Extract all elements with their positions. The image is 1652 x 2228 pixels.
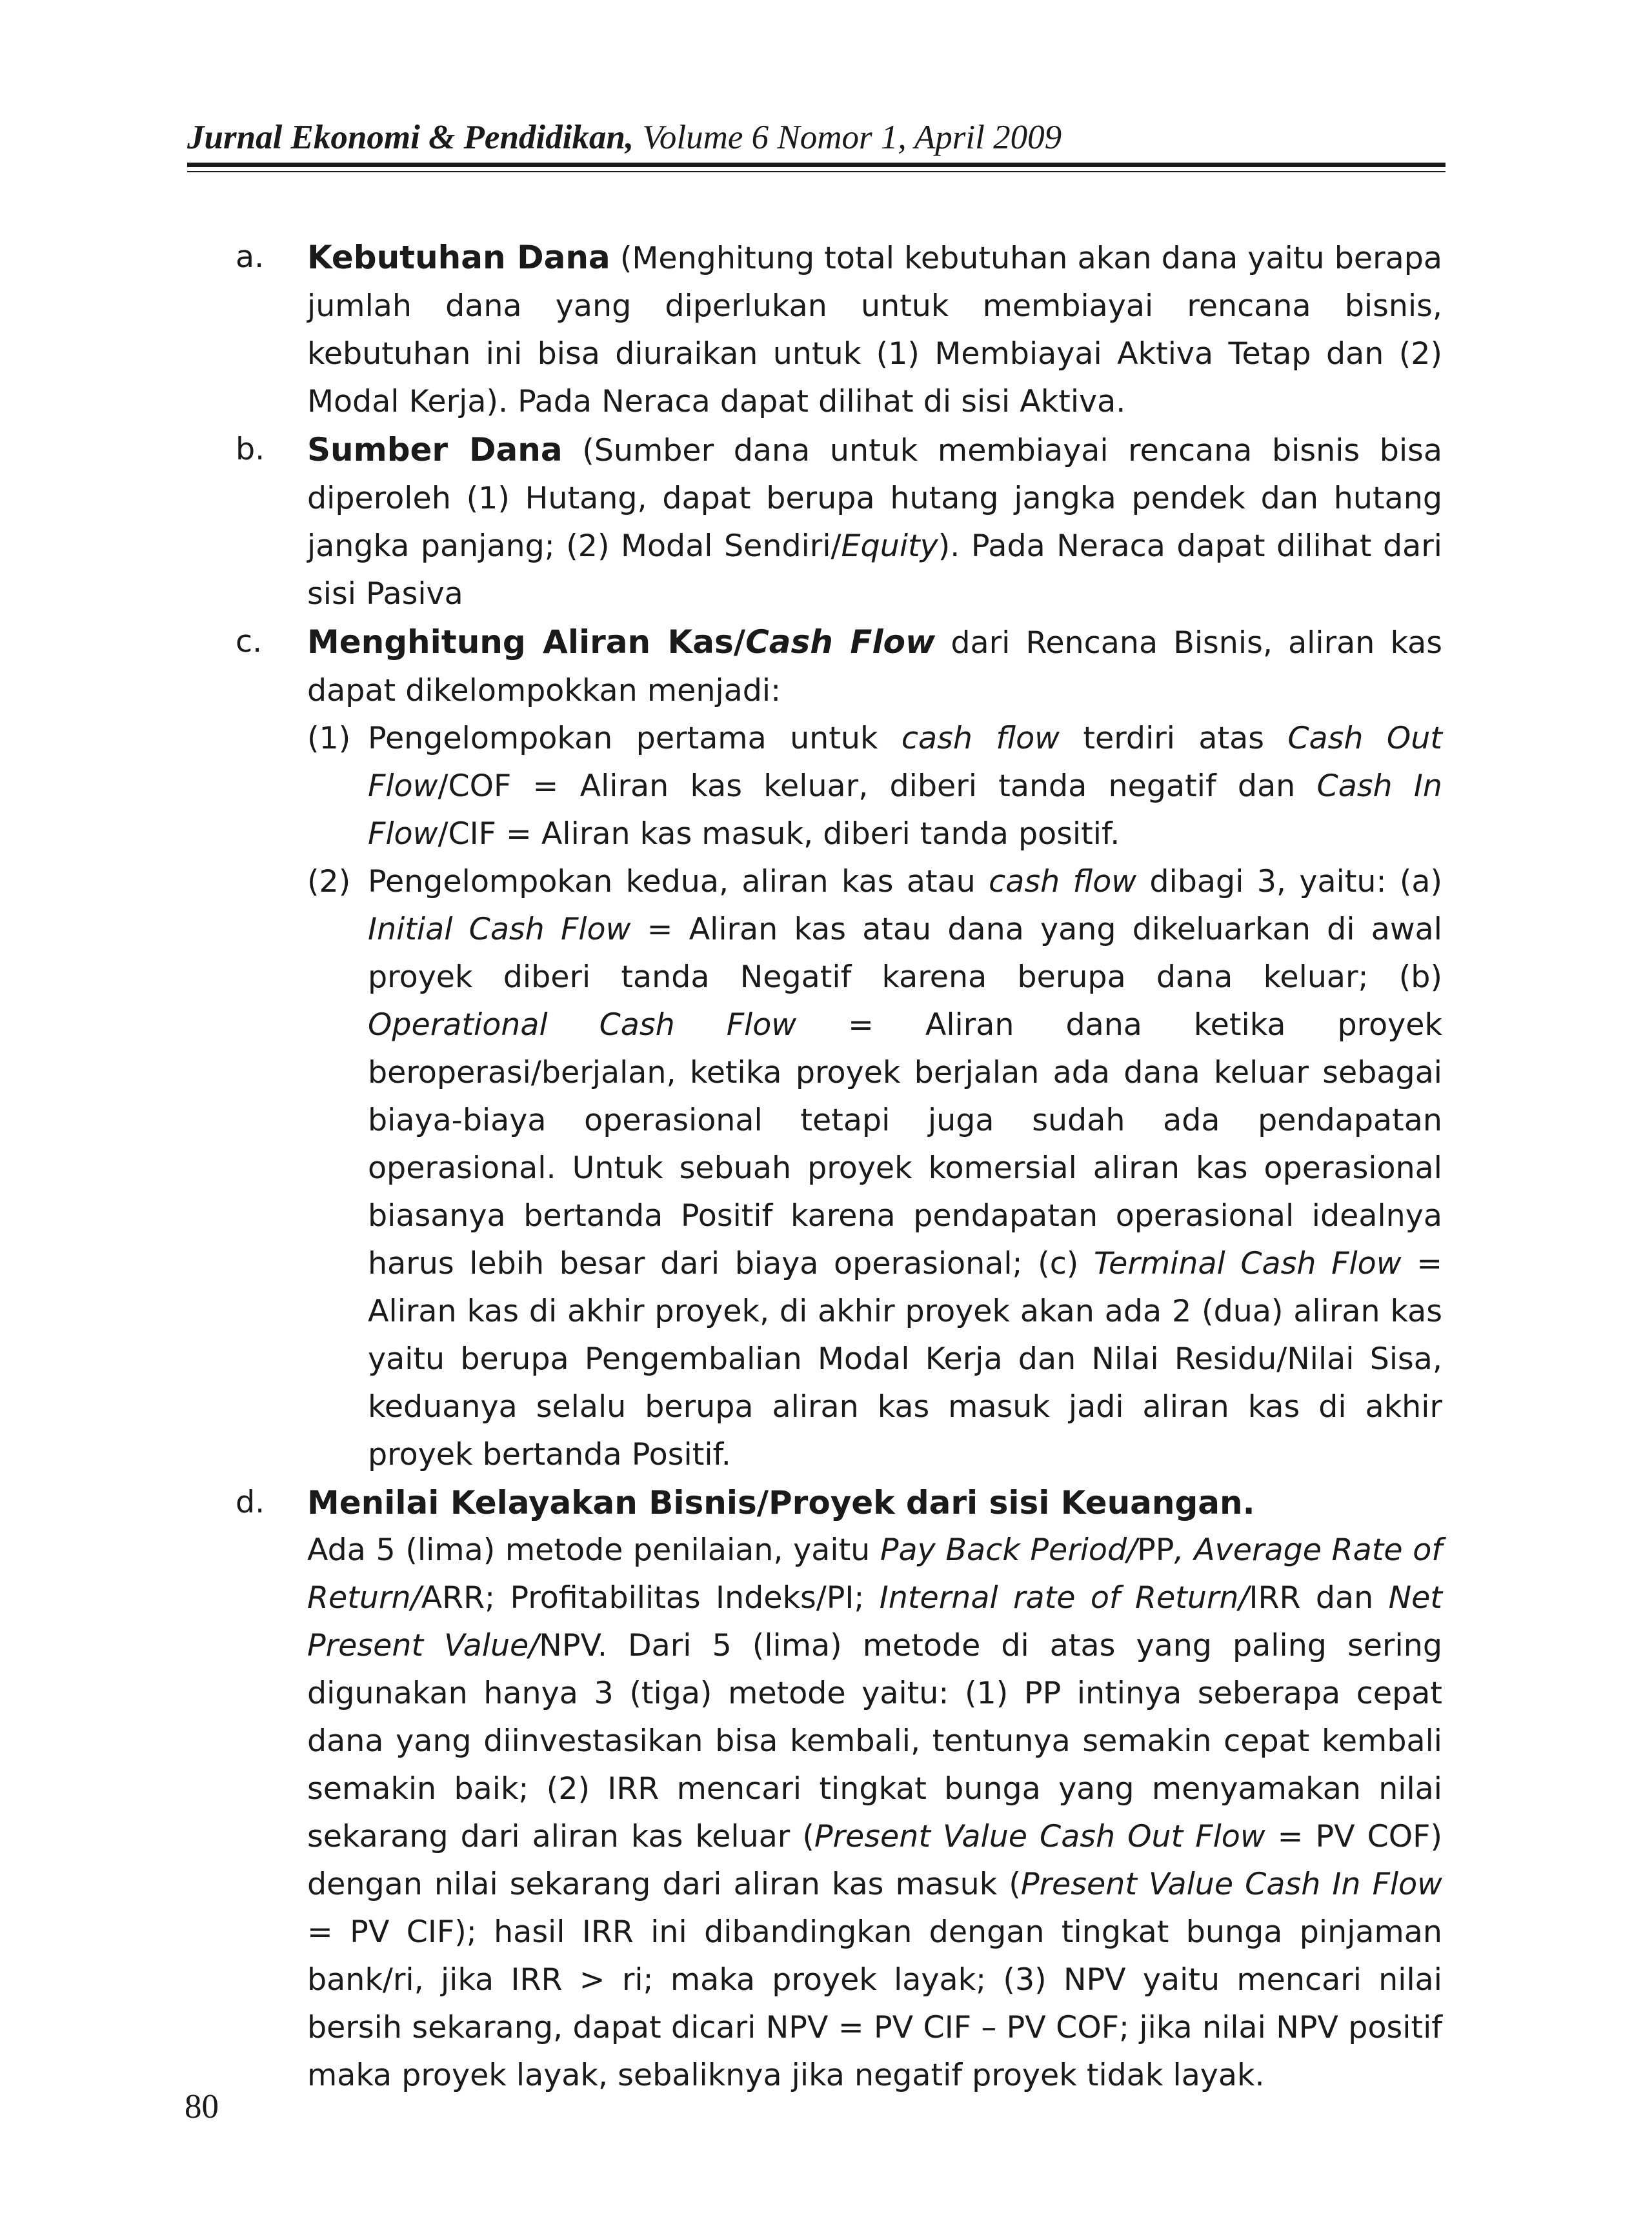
item-c-intro-text: dari Rencana Bisnis, aliran kas dapat dikelompokkan menjadi: <box>307 625 1442 708</box>
list-item-c <box>236 618 1442 1479</box>
italic-term: Present Value Cash Out Flow <box>814 1819 1265 1854</box>
item-c-title: Menghitung Aliran Kas/ <box>307 623 746 661</box>
italic-term: Present Value Cash In Flow <box>1020 1867 1442 1902</box>
italic-term: Cash Out Flow <box>368 721 1442 804</box>
item-c-intro <box>307 618 1442 715</box>
header-rule-thick <box>187 163 1446 167</box>
text-run: /CIF = Aliran kas masuk, diberi tanda positif. <box>438 816 1120 852</box>
list-marker: d. <box>236 1485 265 1520</box>
italic-term: Net Present Value/ <box>307 1580 1442 1663</box>
body-content <box>236 234 1442 2100</box>
text-run: = Aliran dana ketika proyek beroperasi/berjalan, ketika proyek berjalan ada dana keluar sebagai biaya-biaya operasional tetapi juga sudah ada pendapatan operasional. Untuk sebuah proyek komersial aliran kas operasional biasanya bertanda Positif karena pendapatan operasional idealnya harus lebih besar dari biaya operasional; (c) <box>368 1007 1442 1281</box>
sub-item-1-text <box>368 715 1442 858</box>
page-number: 80 <box>185 2088 219 2125</box>
italic-term: Average Rate of Return/ <box>307 1532 1443 1616</box>
header-rule-thin <box>187 171 1446 172</box>
italic-term: Terminal Cash Flow <box>1093 1246 1402 1281</box>
italic-term: cash flow <box>989 864 1137 899</box>
text-run: Pengelompokan pertama untuk <box>368 721 902 756</box>
item-d-title: Menilai Kelayakan Bisnis/Proyek dari sisi Keuangan. <box>307 1484 1255 1521</box>
text-run: PP <box>1137 1532 1174 1568</box>
item-b-body: (Sumber dana untuk membiayai rencana bisnis bisa diperoleh (1) Hutang, dapat berupa hutang jangka pendek dan hutang jangka panjang; (2) Modal Sendiri/ <box>307 433 1442 564</box>
text-run: /COF = Aliran kas keluar, diberi tanda negatif dan <box>438 768 1317 804</box>
sub-marker: (2) <box>307 864 351 899</box>
journal-volume: Volume 6 Nomor 1, April 2009 <box>642 119 1062 156</box>
italic-term: Operational Cash Flow <box>368 1007 797 1043</box>
text-run: = Aliran kas atau dana yang dikeluarkan di awal proyek diberi tanda Negatif karena berupa dana keluar; (b) <box>368 912 1442 995</box>
text-run: = PV COF) dengan nilai sekarang dari aliran kas masuk ( <box>307 1819 1442 1902</box>
text-run: IRR dan <box>1249 1580 1389 1616</box>
text-run: Pengelompokan kedua, aliran kas atau <box>368 864 989 899</box>
item-b-text <box>307 426 1442 618</box>
italic-term: cash flow <box>901 721 1060 756</box>
journal-title: Jurnal Ekonomi & Pendidikan, <box>187 119 634 156</box>
sub-item-2-text <box>368 858 1442 1479</box>
text-run: , <box>1174 1532 1194 1568</box>
item-a-body: (Menghitung total kebutuhan akan dana yaitu berapa jumlah dana yang diperlukan untuk membiayai rencana bisnis, kebutuhan ini bisa diuraikan untuk (1) Membiayai Aktiva Tetap dan (2) Modal Kerja). Pada Neraca dapat dilihat di sisi Aktiva. <box>307 241 1442 419</box>
italic-term: Cash In Flow <box>368 768 1443 852</box>
list-marker: b. <box>236 432 265 467</box>
sub-item-2 <box>307 858 1442 1479</box>
sub-item-1 <box>307 715 1442 858</box>
list-marker: c. <box>236 624 263 659</box>
item-a-title: Kebutuhan Dana <box>307 239 610 276</box>
item-a-text <box>307 234 1442 426</box>
running-header <box>187 115 1446 160</box>
text-run: dibagi 3, yaitu: (a) <box>1136 864 1442 899</box>
item-b-title: Sumber Dana <box>307 431 563 468</box>
list-item-d <box>236 1479 1442 2100</box>
text-run: ARR; Profitabilitas Indeks/PI; <box>421 1580 880 1616</box>
text-run: NPV. Dari 5 (lima) metode di atas yang paling sering digunakan hanya 3 (tiga) metode yaitu: (1) PP intinya seberapa cepat dana yang diinvestasikan bisa kembali, tentunya semakin cepat kembali semakin baik; (2) IRR mencari tingkat bunga yang menyamakan nilai sekarang dari aliran kas keluar ( <box>307 1628 1442 1854</box>
text-run: terdiri atas <box>1059 721 1288 756</box>
list-item-b <box>236 426 1442 618</box>
item-b-body-end: ). Pada Neraca dapat dilihat dari sisi Pasiva <box>307 528 1442 612</box>
sub-marker: (1) <box>307 721 351 756</box>
list-item-a <box>236 234 1442 426</box>
item-c-title-italic: Cash Flow <box>745 623 936 661</box>
item-b-equity: Equity <box>841 528 938 564</box>
text-run: = Aliran kas di akhir proyek, di akhir proyek akan ada 2 (dua) aliran kas yaitu berupa Pengembalian Modal Kerja dan Nilai Residu/Nilai Sisa, keduanya selalu berupa aliran kas masuk jadi aliran kas di akhir proyek bertanda Positif. <box>368 1246 1442 1472</box>
italic-term: Internal rate of Return/ <box>879 1580 1249 1616</box>
italic-term: Pay Back Period/ <box>880 1532 1138 1568</box>
italic-term: Initial Cash Flow <box>368 912 631 947</box>
text-run: = PV CIF); hasil IRR ini dibandingkan dengan tingkat bunga pinjaman bank/ri, jika IRR > ri; maka proyek layak; (3) NPV yaitu mencari nilai bersih sekarang, dapat dicari NPV = PV CIF – PV COF; jika nilai NPV positif maka proyek layak, sebaliknya jika negatif proyek tidak layak. <box>307 1914 1442 2093</box>
item-d-text <box>307 1527 1442 2100</box>
text-run: Ada 5 (lima) metode penilaian, yaitu <box>307 1532 880 1568</box>
list-marker: a. <box>236 239 265 275</box>
